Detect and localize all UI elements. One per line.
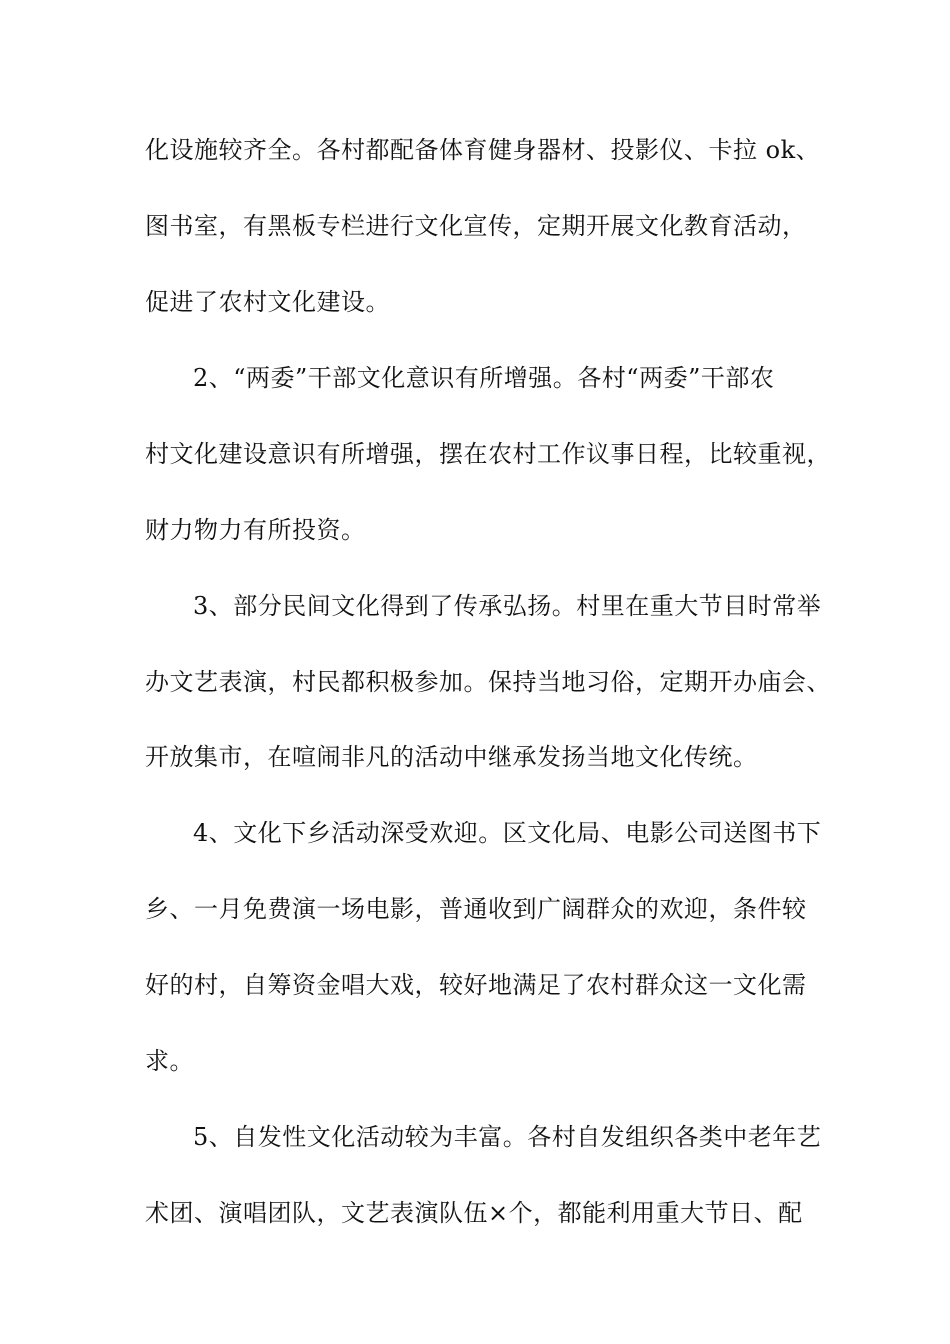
text-line-3: 促进了农村文化建设。 [145, 288, 390, 316]
text-line-10: 4、文化下乡活动深受欢迎。区文化局、电影公司送图书下 [193, 819, 822, 847]
text-line-4: 2、“两委”干部文化意识有所增强。各村“两委”干部农 [193, 364, 775, 392]
text-line-1: 化设施较齐全。各村都配备体育健身器材、投影仪、卡拉 ok、 [145, 136, 821, 164]
text-line-9: 开放集市，在喧闹非凡的活动中继承发扬当地文化传统。 [145, 743, 758, 771]
text-line-8: 办文艺表演，村民都积极参加。保持当地习俗，定期开办庙会、 [145, 668, 831, 696]
text-line-11: 乡、一月免费演一场电影，普通收到广阔群众的欢迎，条件较 [145, 895, 807, 923]
text-line-6: 财力物力有所投资。 [145, 516, 366, 544]
text-line-13: 求。 [145, 1047, 194, 1075]
text-line-5: 村文化建设意识有所增强，摆在农村工作议事日程，比较重视， [145, 440, 831, 468]
text-line-7: 3、部分民间文化得到了传承弘扬。村里在重大节目时常举 [193, 592, 822, 620]
text-line-15: 术团、演唱团队，文艺表演队伍×个，都能利用重大节日、配 [145, 1199, 803, 1227]
text-line-2: 图书室，有黑板专栏进行文化宣传，定期开展文化教育活动， [145, 212, 807, 240]
text-line-12: 好的村，自筹资金唱大戏，较好地满足了农村群众这一文化需 [145, 971, 807, 999]
text-line-14: 5、自发性文化活动较为丰富。各村自发组织各类中老年艺 [193, 1123, 822, 1151]
